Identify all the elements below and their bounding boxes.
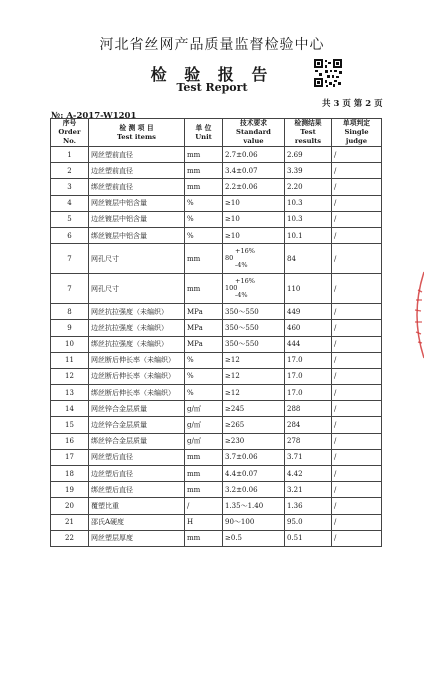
cell-order-no: 21	[51, 514, 89, 530]
cell-unit: /	[185, 498, 223, 514]
cell-order-no: 8	[51, 304, 89, 320]
table-row	[51, 417, 382, 433]
cell-single-judge: /	[332, 195, 382, 211]
cell-order-no: 12	[51, 368, 89, 384]
table-row	[51, 449, 382, 465]
cell-test-result: 3.71	[285, 449, 332, 465]
cell-unit: mm	[185, 163, 223, 179]
cell-test-item: 边丝塑前直径	[89, 163, 185, 179]
cell-unit: MPa	[185, 320, 223, 336]
cell-order-no: 3	[51, 179, 89, 195]
cell-test-result: 278	[285, 433, 332, 449]
cell-test-item: 边丝抗拉强度（未编织）	[89, 320, 185, 336]
cell-unit: mm	[185, 179, 223, 195]
cell-single-judge: /	[332, 320, 382, 336]
table-row	[51, 227, 382, 243]
cell-test-result: 84	[285, 244, 332, 274]
cell-unit: g/㎡	[185, 433, 223, 449]
table-row	[51, 482, 382, 498]
header-order-no: 序号 Order No.	[51, 119, 89, 147]
cell-standard-value: +16% 100 -4%	[223, 274, 285, 304]
table-row	[51, 320, 382, 336]
cell-standard-value: ≥0.5	[223, 530, 285, 546]
cell-standard-value: +16% 80 -4%	[223, 244, 285, 274]
cell-order-no: 20	[51, 498, 89, 514]
cell-test-result: 4.42	[285, 466, 332, 482]
header-unit: 单 位 Unit	[185, 119, 223, 147]
cell-standard-value: ≥265	[223, 417, 285, 433]
cell-unit: %	[185, 211, 223, 227]
cell-order-no: 2	[51, 163, 89, 179]
cell-unit: mm	[185, 147, 223, 163]
cell-test-result: 17.0	[285, 352, 332, 368]
cell-test-result: 10.1	[285, 227, 332, 243]
cell-standard-value: 350～550	[223, 320, 285, 336]
table-row	[51, 466, 382, 482]
cell-single-judge: /	[332, 352, 382, 368]
cell-standard-value: 350～550	[223, 336, 285, 352]
cell-test-item: 绑丝塑前直径	[89, 179, 185, 195]
cell-standard-value: 2.7±0.06	[223, 147, 285, 163]
cell-standard-value: 3.2±0.06	[223, 482, 285, 498]
cell-test-item: 网孔尺寸	[89, 274, 185, 304]
cell-standard-value: 2.2±0.06	[223, 179, 285, 195]
cell-standard-value: ≥245	[223, 401, 285, 417]
cell-test-result: 10.3	[285, 195, 332, 211]
cell-test-result: 288	[285, 401, 332, 417]
cell-order-no: 18	[51, 466, 89, 482]
cell-order-no: 1	[51, 147, 89, 163]
header-single-judge: 单项判定 Single judge	[332, 119, 382, 147]
cell-test-item: 网丝锌合金层质量	[89, 401, 185, 417]
cell-order-no: 16	[51, 433, 89, 449]
red-stamp-fragment	[404, 270, 424, 360]
cell-standard-value: 3.7±0.06	[223, 449, 285, 465]
cell-standard-value: ≥230	[223, 433, 285, 449]
cell-test-item: 边丝锌合金层质量	[89, 417, 185, 433]
page-count: 共 3 页 第 2 页	[322, 99, 383, 109]
cell-test-item: 邵氏A硬度	[89, 514, 185, 530]
cell-unit: mm	[185, 482, 223, 498]
cell-standard-value: ≥10	[223, 195, 285, 211]
cell-single-judge: /	[332, 336, 382, 352]
cell-test-item: 绑丝断后伸长率（未编织）	[89, 385, 185, 401]
cell-unit: MPa	[185, 336, 223, 352]
table-row	[51, 352, 382, 368]
cell-standard-value: 4.4±0.07	[223, 466, 285, 482]
report-title-en: Test Report	[176, 81, 248, 94]
table-row	[51, 385, 382, 401]
cell-test-result: 449	[285, 304, 332, 320]
cell-single-judge: /	[332, 385, 382, 401]
cell-single-judge: /	[332, 498, 382, 514]
cell-standard-value: 3.4±0.07	[223, 163, 285, 179]
table-row	[51, 498, 382, 514]
table-row	[51, 195, 382, 211]
cell-test-result: 95.0	[285, 514, 332, 530]
cell-test-result: 10.3	[285, 211, 332, 227]
cell-unit: H	[185, 514, 223, 530]
cell-test-item: 覆塑比重	[89, 498, 185, 514]
cell-unit: %	[185, 385, 223, 401]
table-row	[51, 336, 382, 352]
cell-test-item: 网丝断后伸长率（未编织）	[89, 352, 185, 368]
cell-unit: mm	[185, 244, 223, 274]
cell-test-result: 460	[285, 320, 332, 336]
cell-standard-value: 350～550	[223, 304, 285, 320]
cell-single-judge: /	[332, 179, 382, 195]
cell-test-item: 绑丝塑后直径	[89, 482, 185, 498]
cell-unit: %	[185, 368, 223, 384]
report-number: №: A-2017-W1201	[51, 111, 137, 121]
cell-single-judge: /	[332, 147, 382, 163]
cell-order-no: 6	[51, 227, 89, 243]
cell-standard-value: ≥10	[223, 211, 285, 227]
table-row	[51, 304, 382, 320]
report-title-cn: 检 验 报 告	[150, 65, 274, 84]
cell-single-judge: /	[332, 304, 382, 320]
cell-order-no: 14	[51, 401, 89, 417]
cell-unit: mm	[185, 466, 223, 482]
table-row	[51, 514, 382, 530]
cell-single-judge: /	[332, 401, 382, 417]
cell-order-no: 17	[51, 449, 89, 465]
cell-test-result: 2.20	[285, 179, 332, 195]
table-row	[51, 433, 382, 449]
cell-single-judge: /	[332, 274, 382, 304]
cell-test-item: 绑丝锌合金层质量	[89, 433, 185, 449]
cell-test-item: 网孔尺寸	[89, 244, 185, 274]
center-name: 河北省丝网产品质量监督检验中心	[99, 37, 325, 53]
cell-test-result: 17.0	[285, 368, 332, 384]
cell-test-result: 17.0	[285, 385, 332, 401]
cell-order-no: 7	[51, 244, 89, 274]
cell-unit: mm	[185, 449, 223, 465]
cell-order-no: 15	[51, 417, 89, 433]
cell-order-no: 5	[51, 211, 89, 227]
cell-order-no: 7	[51, 274, 89, 304]
cell-standard-value: ≥12	[223, 352, 285, 368]
header-test-results: 检测结果 Test results	[285, 119, 332, 147]
table-row	[51, 274, 382, 304]
cell-unit: %	[185, 352, 223, 368]
cell-test-item: 绑丝镀层中铝含量	[89, 227, 185, 243]
cell-test-result: 110	[285, 274, 332, 304]
table-row	[51, 147, 382, 163]
cell-test-item: 边丝镀层中铝含量	[89, 211, 185, 227]
cell-single-judge: /	[332, 417, 382, 433]
cell-order-no: 10	[51, 336, 89, 352]
cell-unit: mm	[185, 530, 223, 546]
cell-test-result: 3.39	[285, 163, 332, 179]
cell-unit: mm	[185, 274, 223, 304]
cell-standard-value: ≥12	[223, 385, 285, 401]
cell-order-no: 4	[51, 195, 89, 211]
cell-test-result: 284	[285, 417, 332, 433]
cell-unit: g/㎡	[185, 417, 223, 433]
cell-test-result: 1.36	[285, 498, 332, 514]
cell-single-judge: /	[332, 514, 382, 530]
table-header-row	[51, 119, 382, 147]
cell-standard-value: ≥12	[223, 368, 285, 384]
cell-single-judge: /	[332, 466, 382, 482]
qr-code-icon	[313, 58, 343, 88]
cell-test-item: 网丝塑后直径	[89, 449, 185, 465]
header-test-items: 检 测 项 目 Test items	[89, 119, 185, 147]
cell-test-item: 绑丝抗拉强度（未编织）	[89, 336, 185, 352]
cell-single-judge: /	[332, 449, 382, 465]
table-row	[51, 211, 382, 227]
cell-single-judge: /	[332, 244, 382, 274]
cell-unit: MPa	[185, 304, 223, 320]
cell-unit: %	[185, 227, 223, 243]
cell-unit: %	[185, 195, 223, 211]
test-results-table	[50, 118, 382, 547]
cell-unit: g/㎡	[185, 401, 223, 417]
cell-order-no: 19	[51, 482, 89, 498]
header-standard-value: 技术要求 Standard value	[223, 119, 285, 147]
cell-order-no: 9	[51, 320, 89, 336]
cell-single-judge: /	[332, 433, 382, 449]
cell-single-judge: /	[332, 163, 382, 179]
cell-standard-value: 90～100	[223, 514, 285, 530]
cell-test-result: 2.69	[285, 147, 332, 163]
cell-single-judge: /	[332, 227, 382, 243]
cell-test-item: 网丝抗拉强度（未编织）	[89, 304, 185, 320]
cell-single-judge: /	[332, 530, 382, 546]
cell-test-result: 3.21	[285, 482, 332, 498]
cell-test-result: 0.51	[285, 530, 332, 546]
cell-single-judge: /	[332, 211, 382, 227]
cell-single-judge: /	[332, 368, 382, 384]
cell-test-item: 边丝断后伸长率（未编织）	[89, 368, 185, 384]
table-row	[51, 179, 382, 195]
cell-test-item: 网丝塑层厚度	[89, 530, 185, 546]
cell-order-no: 13	[51, 385, 89, 401]
table-row	[51, 530, 382, 546]
table-row	[51, 368, 382, 384]
cell-order-no: 22	[51, 530, 89, 546]
cell-test-item: 网丝镀层中铝含量	[89, 195, 185, 211]
table-row	[51, 163, 382, 179]
table-row	[51, 244, 382, 274]
cell-single-judge: /	[332, 482, 382, 498]
cell-order-no: 11	[51, 352, 89, 368]
cell-test-item: 边丝塑后直径	[89, 466, 185, 482]
cell-standard-value: 1.35～1.40	[223, 498, 285, 514]
table-row	[51, 401, 382, 417]
cell-test-result: 444	[285, 336, 332, 352]
cell-standard-value: ≥10	[223, 227, 285, 243]
cell-test-item: 网丝塑前直径	[89, 147, 185, 163]
